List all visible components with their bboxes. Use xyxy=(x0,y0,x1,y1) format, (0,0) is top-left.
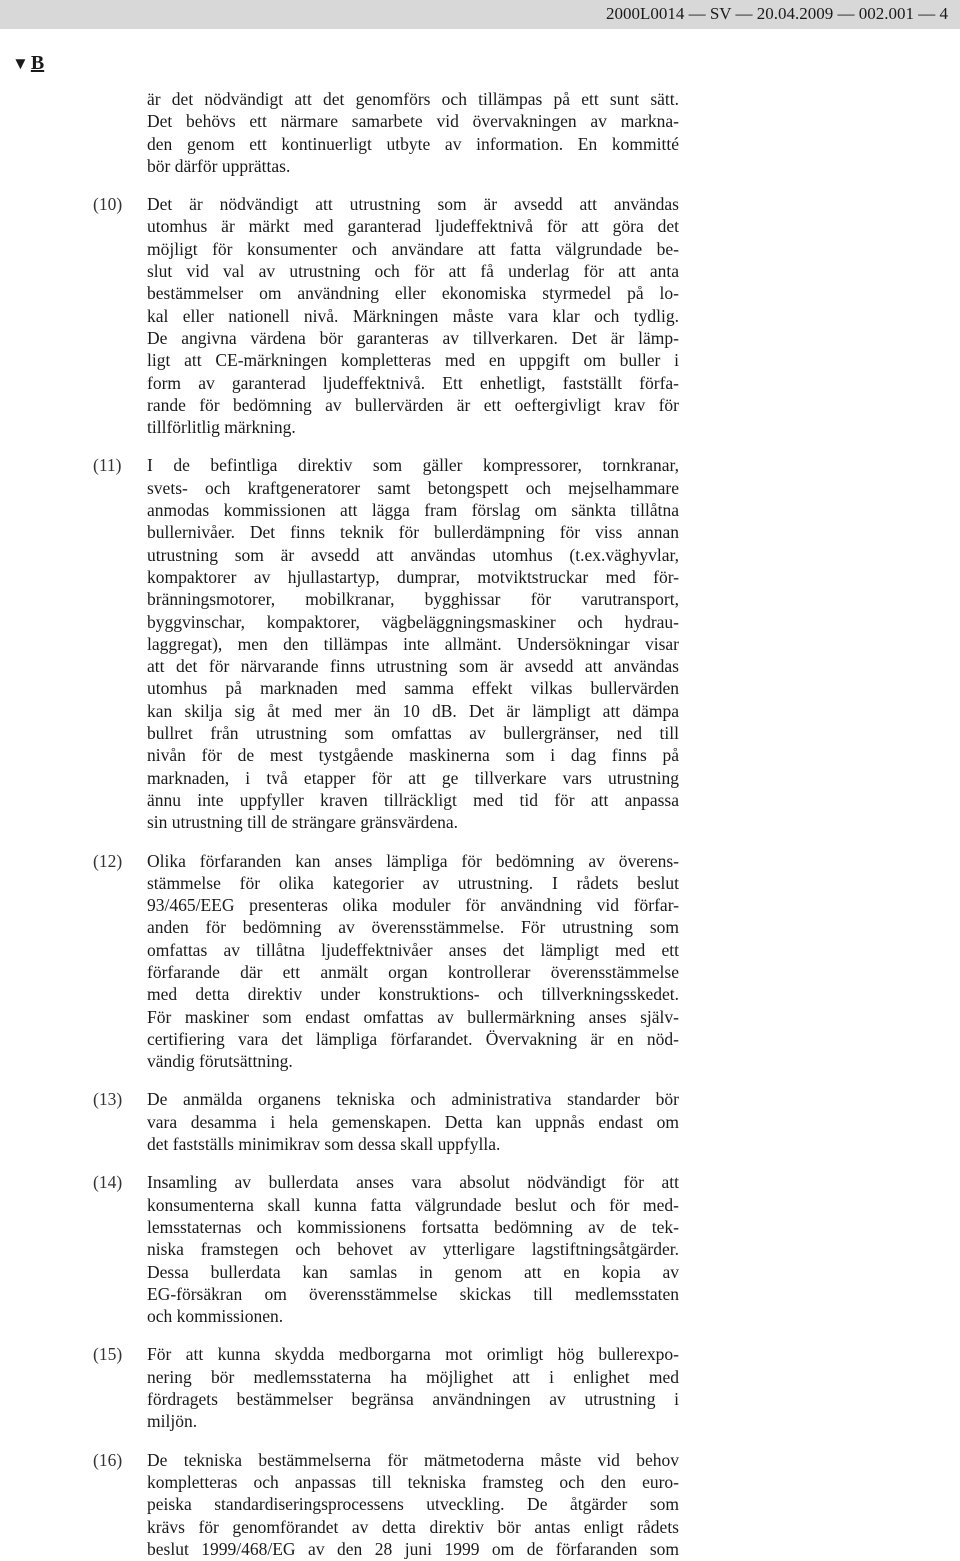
recital-paragraph xyxy=(0,850,960,1073)
recital-paragraph xyxy=(0,1449,960,1560)
recital-text-line: den genom ett kontinuerligt utbyte av information. En kommitté xyxy=(147,133,679,154)
recital-text-line: För maskiner som endast omfattas av bullermärkning anses själv- xyxy=(147,1006,679,1027)
recital-text-line: krävs för genomförandet av detta direktiv bör antas enligt rådets xyxy=(147,1516,679,1537)
recital-text-line: slut vid val av utrustning och för att få underlag för att anta xyxy=(147,261,679,282)
recital-text-line: med detta direktiv under konstruktions- och tillverkningsskedet. xyxy=(147,984,679,1005)
recital-number: (14) xyxy=(93,1172,123,1193)
recital-text-line: möjligt för konsumenter och användare att fatta välgrundade be- xyxy=(147,238,679,259)
recital-number: (16) xyxy=(93,1449,123,1470)
consolidation-marker xyxy=(12,52,44,75)
recital-number: (10) xyxy=(93,194,123,215)
recital-text-line: kan skilja sig åt med mer än 10 dB. Det är lämpligt att dämpa xyxy=(147,700,679,721)
recital-text-line: utrustning som är avsedd att användas utomhus (t.ex.väghyvlar, xyxy=(147,544,679,565)
recital-text-line: kal eller nationell nivå. Märkningen måste vara klar och tydlig. xyxy=(147,305,679,326)
recital-text-line: och kommissionen. xyxy=(147,1306,284,1327)
recital-text-line: byggvinschar, kompaktorer, vägbeläggningsmaskiner och hydrau- xyxy=(147,611,679,632)
recital-text-line: bestämmelser om användning eller ekonomiska styrmedel på lo- xyxy=(147,283,679,304)
recital-text-line: De angivna värdena bör garanteras av tillverkaren. Det är lämp- xyxy=(147,327,679,348)
recital-text-line: vara desamma i hela gemenskapen. Detta kan uppnås endast om xyxy=(147,1111,679,1132)
document-reference: 2000L0014 — SV — 20.04.2009 — 002.001 — 4 xyxy=(605,4,948,23)
recital-text-line: anmodas kommissionen att lägga fram förslag om sänkta tillåtna xyxy=(147,500,679,521)
recital-paragraph xyxy=(0,88,960,177)
recital-number: (12) xyxy=(93,850,123,871)
recital-text-line: förfarande där ett anmält organ kontrollerar överensstämmelse xyxy=(147,961,679,982)
recital-text-line: Det behövs ett närmare samarbete vid övervakningen av markna- xyxy=(147,111,679,132)
recital-paragraph xyxy=(0,1343,960,1432)
recital-text-line: beslut 1999/468/EG av den 28 juni 1999 om de förfaranden som xyxy=(147,1538,679,1559)
recital-text-line: tillförlitlig märkning. xyxy=(147,417,296,438)
recitals-body xyxy=(0,88,960,1560)
recital-text-line: Dessa bullerdata kan samlas in genom att en kopia av xyxy=(147,1261,679,1282)
recital-text-line: nivån för de mest tystgående maskinerna som i dag finns på xyxy=(147,745,679,766)
recital-text-line: det fastställs minimikrav som dessa skall uppfylla. xyxy=(147,1134,501,1155)
recital-number: (15) xyxy=(93,1344,123,1365)
recital-paragraph xyxy=(0,1171,960,1327)
recital-text-line: laggregat), men den tillämpas inte allmänt. Undersökningar visar xyxy=(147,633,679,654)
recital-text-line: utomhus på marknaden med samma effekt vilkas bullervärden xyxy=(147,678,679,699)
recital-paragraph xyxy=(0,454,960,833)
recital-text-line: 93/465/EEG presenteras olika moduler för användning vid förfar- xyxy=(147,895,679,916)
recital-text-line: vändig förutsättning. xyxy=(147,1051,293,1072)
recital-text-line: miljön. xyxy=(147,1411,198,1432)
recital-text-line: bör därför upprättas. xyxy=(147,155,291,176)
recital-text-line: Insamling av bullerdata anses vara absolut nödvändigt för att xyxy=(147,1172,679,1193)
recital-paragraph xyxy=(0,193,960,438)
recital-text-line: niska framstegen och behovet av ytterligare lagstiftningsåtgärder. xyxy=(147,1239,679,1260)
marker-letter: B xyxy=(30,52,45,74)
recital-text-line: stämmelse för olika kategorier av utrustning. I rådets beslut xyxy=(147,872,679,893)
recital-text-line: marknaden, i två etapper för att ge tillverkare vars utrustning xyxy=(147,767,679,788)
recital-number: (11) xyxy=(93,455,122,476)
recital-text-line: peiska standardiseringsprocessens utveckling. De åtgärder som xyxy=(147,1494,679,1515)
recital-text-line: sin utrustning till de strängare gränsvärdena. xyxy=(147,812,459,833)
page-header-bar xyxy=(0,0,960,29)
recital-text-line: kompaktorer av hjullastartyp, dumprar, motviktstruckar med för- xyxy=(147,566,679,587)
recital-text-line: anden för bedömning av överensstämmelse. För utrustning som xyxy=(147,917,679,938)
recital-text-line: utomhus är märkt med garanterad ljudeffektnivå för att göra det xyxy=(147,216,679,237)
recital-text-line: bränningsmotorer, mobilkranar, bygghissar för varutransport, xyxy=(147,589,679,610)
recital-paragraph xyxy=(0,1088,960,1155)
recital-text-line: Det är nödvändigt att utrustning som är avsedd att användas xyxy=(147,194,679,215)
recital-text-line: För att kunna skydda medborgarna mot orimligt hög bullerexpo- xyxy=(147,1344,679,1365)
recital-text-line: omfattas av tillåtna ljudeffektnivåer anses det lämpligt med ett xyxy=(147,939,679,960)
recital-text-line: fördragets bestämmelser begränsa användningen av utrustning i xyxy=(147,1389,679,1410)
recital-text-line: ligt att CE-märkningen kompletteras med en uppgift om buller i xyxy=(147,350,679,371)
recital-text-line: Olika förfaranden kan anses lämpliga för bedömning av överens- xyxy=(147,850,679,871)
recital-text-line: bullernivåer. Det finns teknik för bullerdämpning för viss annan xyxy=(147,522,679,543)
recital-text-line: certifiering vara det lämpliga förfarandet. Övervakning är en nöd- xyxy=(147,1028,679,1049)
recital-text-line: form av garanterad ljudeffektnivå. Ett enhetligt, fastställt förfa- xyxy=(147,372,679,393)
recital-text-line: De anmälda organens tekniska och administrativa standarder bör xyxy=(147,1089,679,1110)
recital-text-line: lemsstaternas och kommissionens fortsatta bedömning av de tek- xyxy=(147,1216,679,1237)
triangle-down-icon: ▼ xyxy=(12,54,29,73)
recital-text-line: kompletteras och anpassas till tekniska framsteg och den euro- xyxy=(147,1471,679,1492)
recital-text-line: ännu inte uppfyller kraven tillräckligt med tid för att anpassa xyxy=(147,789,679,810)
recital-text-line: bullret från utrustning som omfattas av bullergränser, ned till xyxy=(147,723,679,744)
recital-text-line: nering bör medlemsstaterna ha möjlighet att i enlighet med xyxy=(147,1366,679,1387)
recital-text-line: rande för bedömning av bullervärden är ett oeftergivligt krav för xyxy=(147,394,679,415)
recital-text-line: konsumenterna skall kunna fatta välgrundade beslut och för med- xyxy=(147,1194,679,1215)
recital-text-line: De tekniska bestämmelserna för mätmetoderna måste vid behov xyxy=(147,1449,679,1470)
recital-text-line: svets- och kraftgeneratorer samt betongspett och mejselhammare xyxy=(147,477,679,498)
recital-text-line: är det nödvändigt att det genomförs och tillämpas på ett sunt sätt. xyxy=(147,89,679,109)
recital-number: (13) xyxy=(93,1089,123,1110)
recital-text-line: EG-försäkran om överensstämmelse skickas till medlemsstaten xyxy=(147,1283,679,1304)
recital-text-line: att det för närvarande finns utrustning som är avsedd att användas xyxy=(147,656,679,677)
recital-text-line: I de befintliga direktiv som gäller kompressorer, tornkranar, xyxy=(147,455,679,476)
